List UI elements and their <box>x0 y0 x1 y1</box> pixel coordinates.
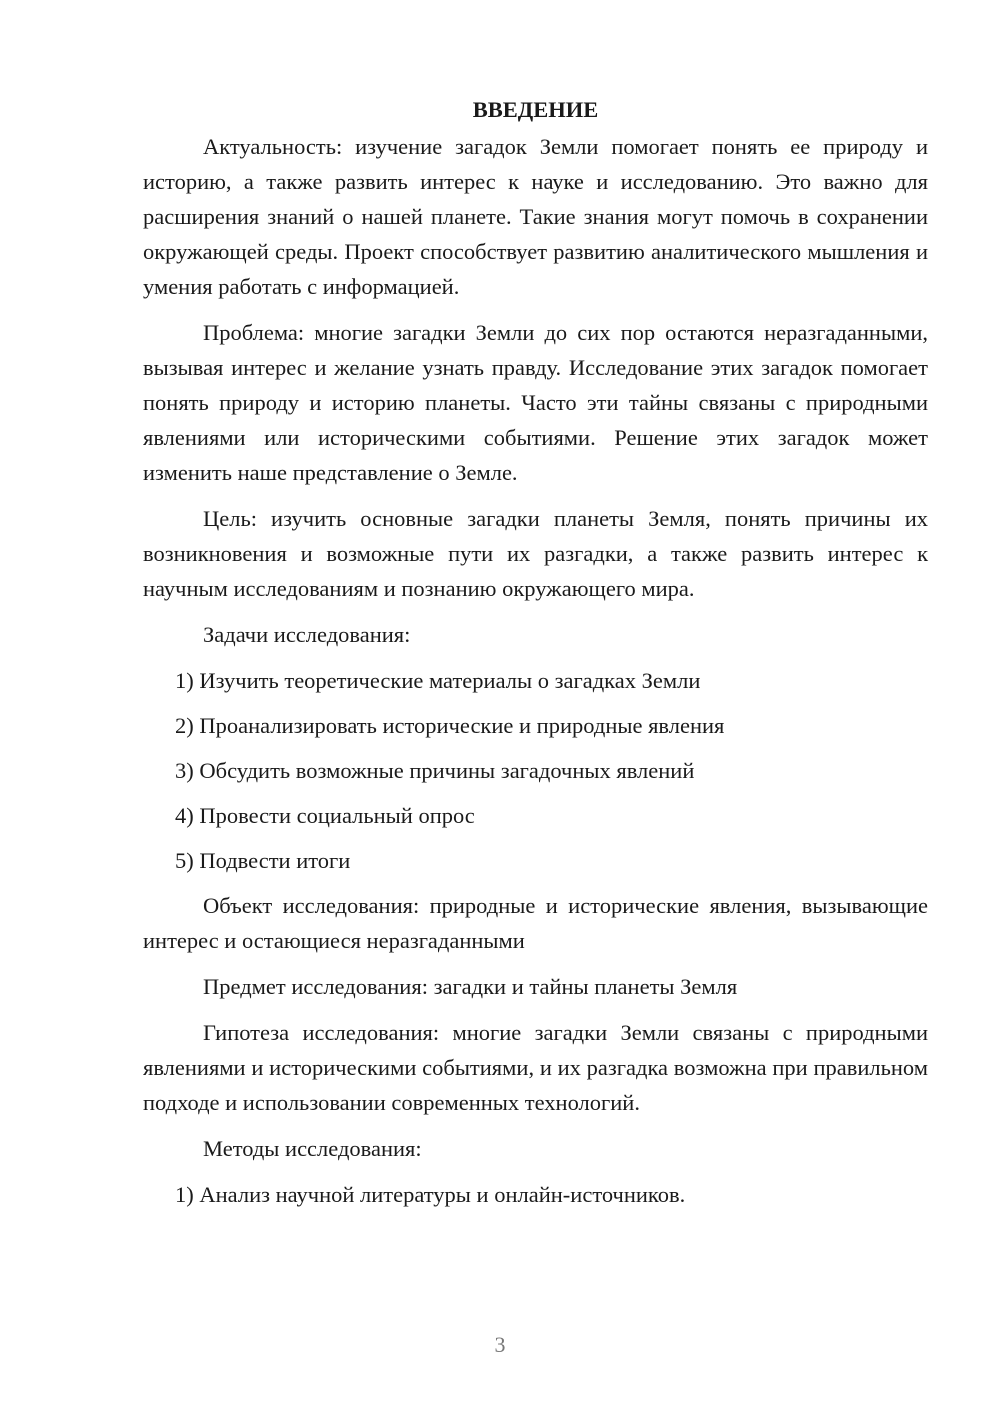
task-item: 1) Изучить теоретические материалы о загадках Земли <box>175 668 701 693</box>
goal-paragraph: Цель: изучить основные загадки планеты Земля, понять причины их возникновения и возможные пути их разгадки, а также развить интерес к научным исследованиям и познанию окружающего мира. <box>143 506 928 601</box>
page-number: 3 <box>494 1332 506 1357</box>
task-item: 5) Подвести итоги <box>175 848 351 873</box>
tasks-heading: Задачи исследования: <box>203 622 411 647</box>
task-item: 2) Проанализировать исторические и природные явления <box>175 713 725 738</box>
tasks-list <box>143 663 928 878</box>
section-title: ВВЕДЕНИЕ <box>472 97 599 122</box>
hypothesis-paragraph: Гипотеза исследования: многие загадки Земли связаны с природными явлениями и историческими событиями, и их разгадка возможна при правильном подходе и использовании современных технологий. <box>143 1020 928 1115</box>
object-paragraph: Объект исследования: природные и исторические явления, вызывающие интерес и остающиеся неразгаданными <box>143 893 928 953</box>
method-item: 1) Анализ научной литературы и онлайн-источников. <box>175 1182 686 1207</box>
relevance-paragraph: Актуальность: изучение загадок Земли помогает понять ее природу и историю, а также развить интерес к науке и исследованию. Это важно для расширения знаний о нашей планете. Такие знания могут помочь в сохранении окружающей среды. Проект способствует развитию аналитического мышления и умения работать с информацией. <box>143 134 928 299</box>
methods-list <box>143 1177 928 1212</box>
task-item: 3) Обсудить возможные причины загадочных явлений <box>175 758 695 783</box>
task-item: 4) Провести социальный опрос <box>175 803 475 828</box>
subject-paragraph: Предмет исследования: загадки и тайны планеты Земля <box>203 974 738 999</box>
document-page <box>143 92 928 1222</box>
methods-heading: Методы исследования: <box>203 1136 422 1161</box>
problem-paragraph: Проблема: многие загадки Земли до сих пор остаются неразгаданными, вызывая интерес и желание узнать правду. Исследование этих загадок помогает понять природу и историю планеты. Часто эти тайны связаны с природными явлениями или историческими событиями. Решение этих загадок может изменить наше представление о Земле. <box>143 320 928 485</box>
